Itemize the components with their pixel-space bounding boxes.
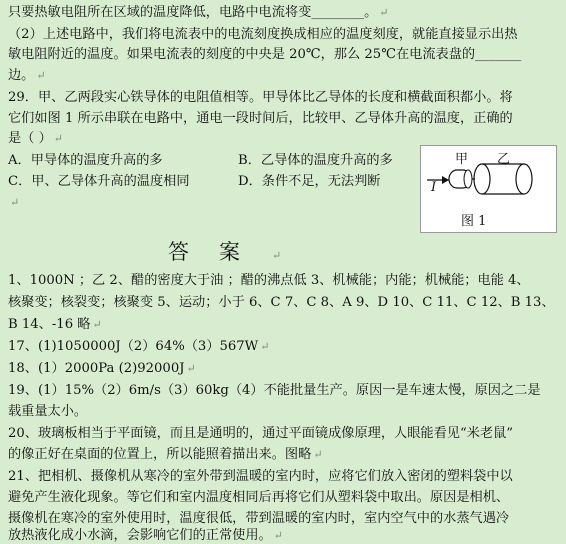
line-tail: 。 — [364, 5, 378, 20]
conductor-yi-left-end — [474, 164, 490, 194]
answer-text: 摄像机在寒冷的室外使用时，温度很低，带到温暖的室内时，室内空气中的水蒸气遇冷 — [8, 511, 510, 526]
question-28-line-3 — [8, 46, 562, 63]
question-28-line-2 — [8, 26, 562, 43]
answer-line — [8, 510, 562, 527]
answer-text: 1、1000N ；乙 2、醋的密度大于油 ；醋的沸点低 3、机械能；内能；机械能；电能 4、 — [8, 273, 530, 288]
figure-1 — [420, 145, 557, 233]
answer-text: 载重量太小。 — [8, 404, 88, 419]
paragraph-mark-icon: ↵ — [10, 196, 20, 209]
paragraph-mark-icon: ↵ — [272, 249, 282, 262]
answer-heading — [168, 236, 281, 266]
answer-line — [8, 338, 562, 355]
line-text: 只要热敏电阻所在区域的温度降低，电路中电流将变 — [8, 5, 312, 20]
paragraph-mark-icon: ↵ — [186, 362, 196, 375]
conductor-jia-end — [464, 170, 472, 188]
question-29-line-2 — [8, 110, 562, 127]
answer-text: B 14、-16 略 — [8, 317, 91, 332]
option-b: B．乙导体的温度升高的多 — [238, 153, 393, 168]
answer-text: 核聚变；核裂变；核聚变 5、运动；小于 6、C 7、C 8、A 9、D 10、C 11、C 12、B 13、 — [8, 295, 555, 310]
answer-line — [8, 316, 562, 333]
figure-label-jia: 甲 — [455, 152, 469, 167]
answer-line — [8, 360, 562, 377]
answer-text: 20、玻璃板相当于平面镜，而且是通明的，通过平面镜成像原理，人眼能看见“米老鼠” — [8, 426, 514, 441]
answer-line — [8, 403, 562, 420]
answer-text: 放热液化成小水滴，会影响它们的正常使用。 — [8, 528, 272, 543]
answer-text: 21、把相机、摄像机从寒冷的室外带到温暖的室内时，应将它们放入密闭的塑料袋中以 — [8, 469, 513, 484]
conductor-diagram — [421, 146, 556, 232]
line-text: （2）上述电路中，我们将电流表中的电流刻度换成相应的温度刻度，就能直接显示出热 — [8, 27, 518, 42]
answer-line — [8, 425, 562, 442]
answer-blank: ________ — [311, 5, 365, 20]
answer-text: 19、(1）15%（2）6m/s（3）60kg（4）不能批量生产。原因一是车速太慢，原因之二是 — [8, 383, 541, 398]
answer-heading-text: 答案 — [168, 240, 270, 264]
line-text: 敏电阻附近的温度。如果电流表的刻度的中央是 20℃，那么 25℃在电流表盘的 — [8, 47, 476, 62]
current-arrow-icon — [442, 176, 449, 184]
question-28-line-4 — [8, 67, 562, 84]
answer-line — [8, 468, 562, 485]
line-text: 29．甲、乙两段实心铁导体的电阻值相等。甲导体比乙导体的长度和横截面积都小。将 — [8, 90, 513, 105]
answer-line — [8, 527, 562, 544]
question-28-line-1 — [8, 4, 562, 21]
conductor-yi-right-end — [516, 164, 532, 194]
answer-line — [8, 382, 562, 399]
answer-text: 的像正好在桌面的位置上，所以能照着描出来。图略 — [8, 447, 312, 462]
paragraph-mark-icon: ↵ — [36, 69, 46, 82]
question-29-line-1 — [8, 89, 562, 106]
paragraph-mark-icon: ↵ — [379, 6, 389, 19]
option-c: C．甲、乙导体升高的温度相同 — [8, 174, 190, 189]
answer-line — [8, 489, 562, 506]
answer-blank: _______ — [475, 47, 522, 62]
answer-line — [8, 446, 562, 463]
answer-line — [8, 272, 562, 289]
line-text: 它们如图 1 所示串联在电路中，通电一段时间后，比较甲、乙导体升高的温度，正确的 — [8, 111, 513, 126]
answer-line — [8, 294, 562, 311]
figure-label-yi: 乙 — [497, 152, 511, 167]
answer-text: 17、(1)1050000J（2）64%（3）567W — [8, 339, 259, 354]
figure-label-current: I — [431, 180, 437, 195]
figure-caption: 图 1 — [461, 214, 487, 229]
paragraph-mark-icon: ↵ — [273, 529, 283, 542]
option-a: A．甲导体的温度升高的多 — [8, 153, 163, 168]
answer-text: 18、(1）2000Pa (2)92000J — [8, 361, 185, 376]
line-text: 边。 — [8, 68, 35, 83]
paragraph-mark-icon: ↵ — [92, 318, 102, 331]
paragraph-mark-icon: ↵ — [53, 132, 63, 145]
line-text: 是（ ） — [8, 131, 52, 146]
answer-text: 避免产生液化现象。等它们和室内温度相同后再将它们从塑料袋中取出。原因是相机、 — [8, 490, 510, 505]
option-d: D．条件不足，无法判断 — [238, 174, 381, 189]
paragraph-mark-icon: ↵ — [313, 448, 323, 461]
paragraph-mark-icon: ↵ — [260, 340, 270, 353]
